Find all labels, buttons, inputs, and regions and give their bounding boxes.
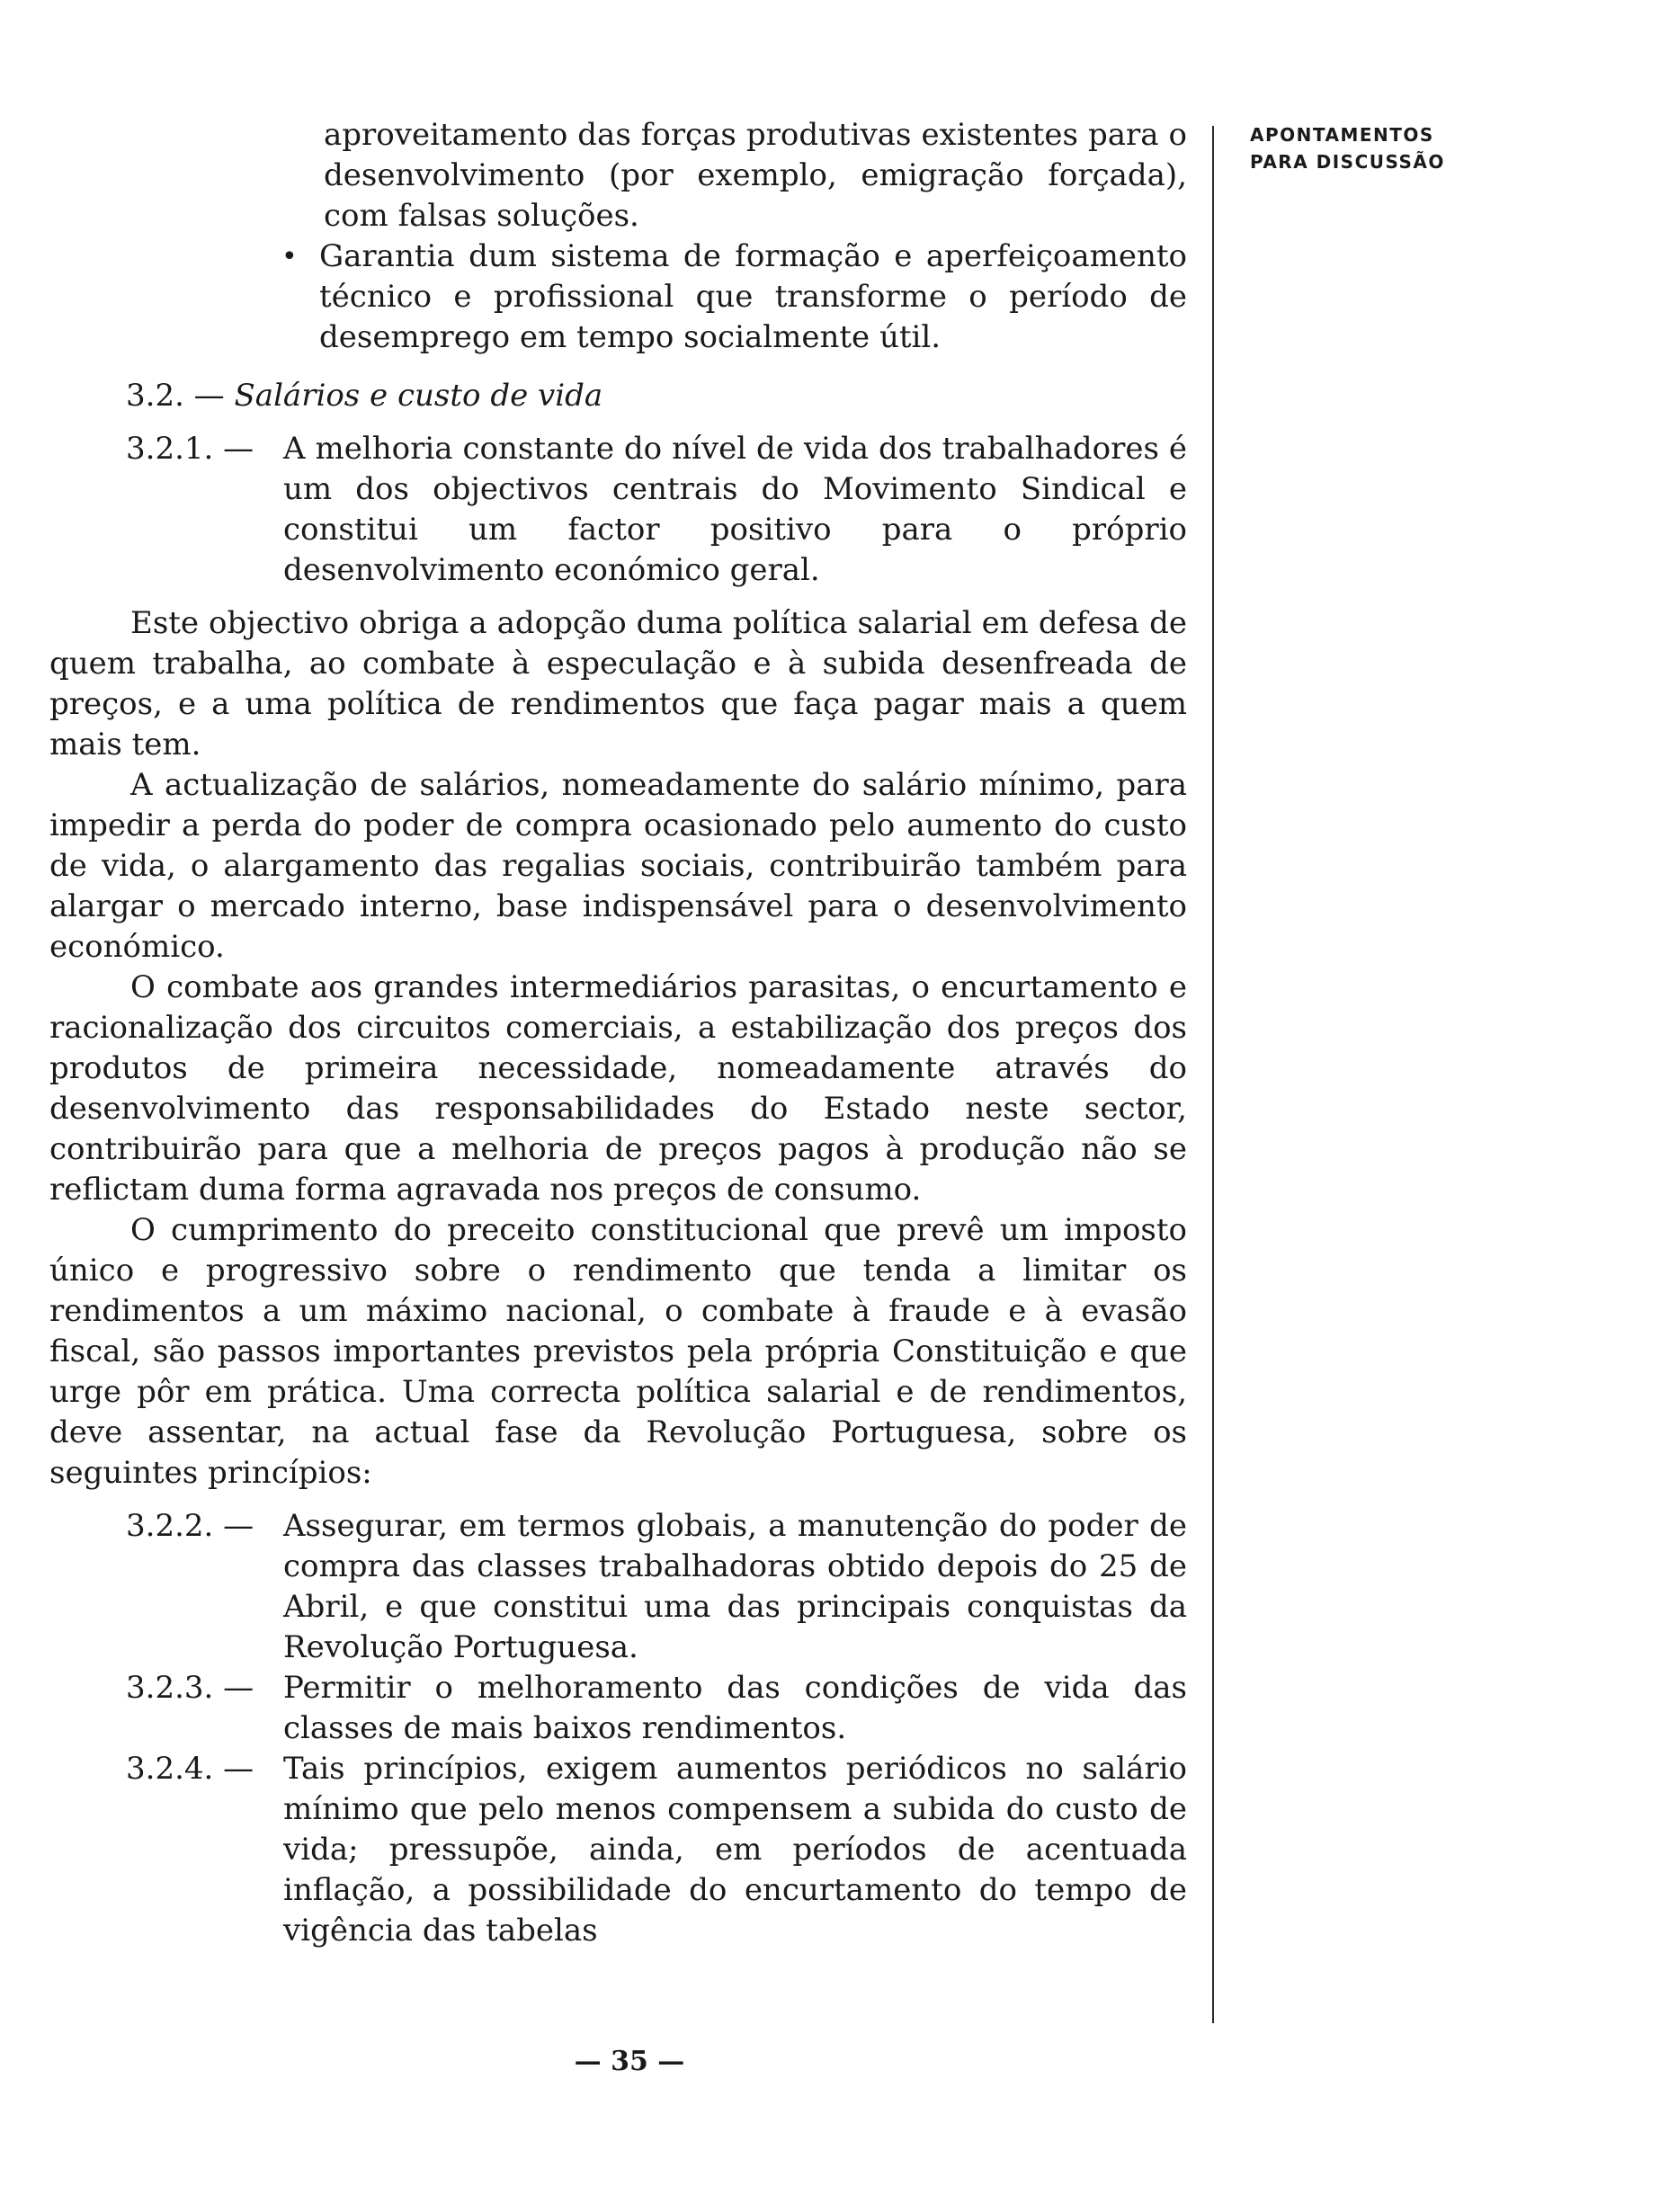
bullet-item bbox=[49, 236, 1187, 358]
item-number: 3.2.1. — bbox=[126, 431, 254, 467]
margin-note-line: PARA DISCUSSÃO bbox=[1250, 151, 1445, 173]
item-text: Tais princípios, exigem aumentos periódicos no salário mínimo que pelo menos compensem a subida do custo de vida; pressupõe, ainda, em períodos de acentuada inflação, a possibilidade do encurtamento do tempo de vigência das tabelas bbox=[283, 1751, 1187, 1949]
margin-note-line: APONTAMENTOS bbox=[1250, 124, 1434, 146]
paragraph: Este objectivo obriga a adopção duma política salarial em defesa de quem trabalha, ao combate à especulação e à subida desenfreada de preços, e a uma política de rendimentos que faça pagar mais a quem mais tem. bbox=[49, 605, 1187, 763]
numbered-item-3-2-1 bbox=[49, 429, 1187, 591]
page-number: — 35 — bbox=[574, 2046, 685, 2077]
paragraph: O combate aos grandes intermediários parasitas, o encurtamento e racionalização dos circuitos comerciais, a estabilização dos preços dos produtos de primeira necessidade, nomeadamente através do desenvolvimento das responsabilidades do Estado neste sector, contribuirão para que a melhoria de preços pagos à produção não se reflictam duma forma agravada nos preços de consumo. bbox=[49, 969, 1187, 1208]
paragraph: O cumprimento do preceito constitucional que prevê um imposto único e progressivo sobre o rendimento que tenda a limitar os rendimentos a um máximo nacional, o combate à fraude e à evasão fiscal, são passos importantes previstos pela própria Constituição e que urge pôr em prática. Uma correcta política salarial e de rendimentos, deve assentar, na actual fase da Revolução Portuguesa, sobre os seguintes princípios: bbox=[49, 1212, 1187, 1491]
section-number: 3.2. — bbox=[126, 378, 225, 414]
numbered-item-3-2-3 bbox=[49, 1668, 1187, 1749]
item-text: A melhoria constante do nível de vida dos trabalhadores é um dos objectivos centrais do Movimento Sindical e constitui um factor positivo para o próprio desenvolvimento económico geral. bbox=[283, 431, 1187, 588]
continuation-text: aproveitamento das forças produtivas existentes para o desenvolvimento (por exemplo, emigração forçada), com falsas soluções. bbox=[324, 117, 1187, 234]
item-number: 3.2.3. — bbox=[126, 1670, 254, 1706]
bullet-text: Garantia dum sistema de formação e aperfeiçoamento técnico e profissional que transforme o período de desemprego em tempo socialmente útil. bbox=[319, 238, 1187, 355]
item-text: Assegurar, em termos globais, a manutenção do poder de compra das classes trabalhadoras obtido depois do 25 de Abril, e que constitui uma das principais conquistas da Revolução Portuguesa. bbox=[283, 1508, 1187, 1665]
item-number: 3.2.4. — bbox=[126, 1751, 254, 1787]
section-title: Salários e custo de vida bbox=[234, 378, 603, 414]
main-text-column bbox=[49, 115, 1187, 1951]
item-number: 3.2.2. — bbox=[126, 1508, 254, 1544]
numbered-item-3-2-4 bbox=[49, 1749, 1187, 1951]
item-text: Permitir o melhoramento das condições de vida das classes de mais baixos rendimentos. bbox=[283, 1670, 1187, 1746]
paragraph: A actualização de salários, nomeadamente do salário mínimo, para impedir a perda do poder de compra ocasionado pelo aumento do custo de vida, o alargamento das regalias sociais, contribuirão também para alargar o mercado interno, base indispensável para o desenvolvimento económico. bbox=[49, 767, 1187, 965]
margin-divider bbox=[1212, 126, 1214, 2023]
margin-note bbox=[1250, 121, 1520, 175]
section-heading bbox=[49, 376, 1187, 416]
numbered-item-3-2-2 bbox=[49, 1506, 1187, 1668]
bullet-icon: • bbox=[281, 241, 298, 272]
